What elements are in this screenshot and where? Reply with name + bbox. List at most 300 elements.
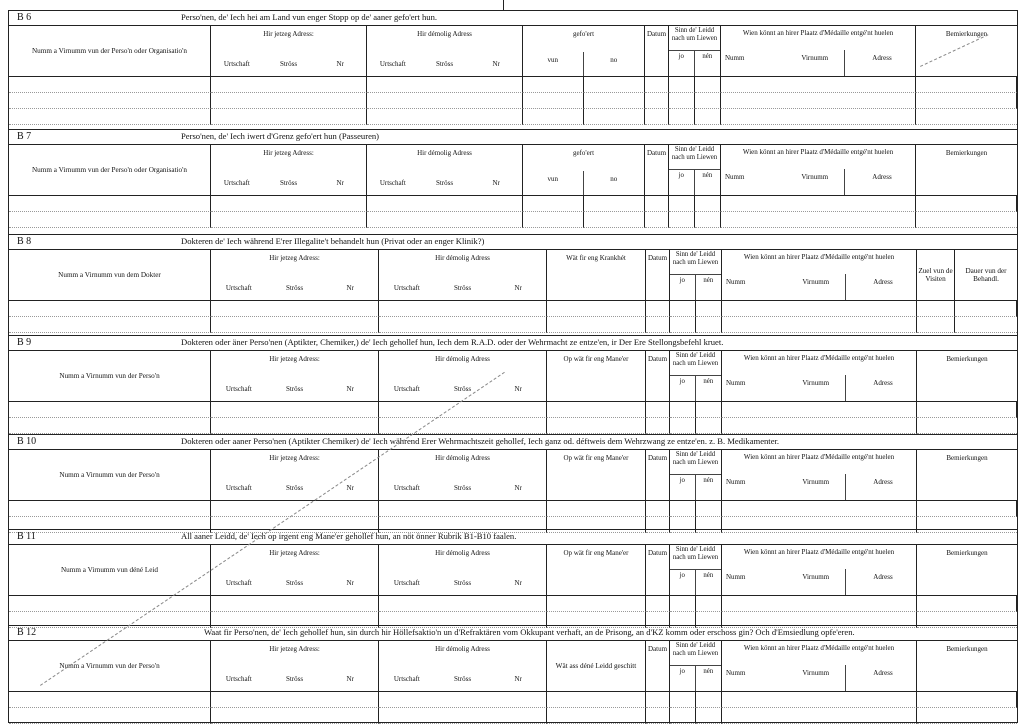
section-code: B 10 [17, 436, 37, 447]
header-label: jo [670, 570, 696, 595]
header-current-address [211, 641, 379, 691]
section-header [9, 11, 1017, 26]
entry-cell[interactable] [695, 212, 721, 228]
header-name [9, 641, 211, 691]
header-label: Hir jetzeg Adress: [269, 454, 320, 462]
entry-cell[interactable] [646, 692, 670, 708]
section-code: B 11 [17, 531, 36, 542]
entry-cell[interactable] [722, 708, 917, 724]
entry-cell[interactable] [670, 418, 696, 434]
entry-cell[interactable] [722, 402, 917, 418]
entry-cell[interactable] [523, 212, 584, 228]
header-label: Ströss [453, 675, 472, 683]
entry-cell[interactable] [211, 708, 379, 724]
column-headers [9, 250, 1017, 301]
header-datum [645, 145, 669, 195]
header-label: Sinn de' Leidd nach um Liewen [671, 146, 718, 161]
header-former-address [379, 545, 547, 595]
header-remarks [916, 26, 1017, 76]
entry-cell[interactable] [523, 93, 584, 109]
header-label: Ströss [285, 579, 304, 587]
header-label: Hir jetzeg Adress: [269, 645, 320, 653]
entry-cell[interactable] [523, 196, 584, 212]
entry-cell[interactable] [670, 692, 696, 708]
header-label: Datum [647, 549, 668, 557]
entry-cell[interactable] [695, 109, 721, 125]
entry-cell[interactable] [670, 317, 696, 333]
header-label: Numm a Virnumm vun déné Leid [60, 566, 159, 574]
entry-cell[interactable] [669, 212, 695, 228]
header-label: Datum [647, 355, 668, 363]
header-label: Datum [647, 645, 668, 653]
section-title: Waat fir Perso'nen, de' Iech gehollef hun, sin durch hir Höllefsaktio'n un d'Refraktären vom Okkupant verhaft, an de Prisong, an d'KZ komm oder erschoss gin? Och d'Emsiedlung opfe'eren. [204, 627, 855, 637]
entry-cell[interactable] [9, 418, 211, 434]
header-label: Hir démolig Adress [417, 30, 472, 38]
entry-cell[interactable] [917, 501, 1017, 517]
header-label: gefo'ert [572, 30, 595, 38]
entry-cell[interactable] [916, 93, 1017, 109]
header-label: Bemierkungen [945, 149, 988, 157]
entry-cell[interactable] [547, 596, 646, 612]
header-label: Numm [726, 278, 746, 286]
header-label: Wien könnt an hirer Plaatz d'Médaille entgé'nt huelen [743, 253, 895, 261]
entry-cell[interactable] [379, 596, 547, 612]
section-header [9, 530, 1017, 545]
header-remarks [916, 145, 1017, 195]
header-current-address [211, 351, 379, 401]
entry-cell[interactable] [646, 501, 670, 517]
header-label: nén [703, 277, 714, 284]
header-label: Hir démolig Adress [435, 645, 490, 653]
entry-cell[interactable] [696, 418, 722, 434]
header-label: Urtschaft [379, 179, 406, 187]
entry-cell[interactable] [379, 418, 547, 434]
header-alive [670, 545, 722, 595]
header-current-address [211, 145, 367, 195]
entry-cell[interactable] [696, 692, 722, 708]
header-label: nén [702, 53, 713, 60]
entry-cell[interactable] [523, 77, 584, 93]
entry-cell[interactable] [584, 77, 645, 93]
entry-cell[interactable] [9, 501, 211, 517]
entry-cell[interactable] [584, 93, 645, 109]
header-label: no [610, 175, 618, 183]
header-label: jo [670, 666, 696, 691]
section-b12 [8, 625, 1018, 723]
header-label: Bemierkungen [945, 30, 988, 38]
entry-cell[interactable] [670, 402, 696, 418]
header-label: Virnumm [781, 169, 845, 195]
entry-cell[interactable] [669, 77, 695, 93]
entry-cell[interactable] [696, 708, 722, 724]
entry-cell[interactable] [379, 301, 547, 317]
section-header [9, 336, 1017, 351]
section-title: Dokteren oder aaner Perso'nen (Aptikter Chemiker) de' Iech während Erer Wehrmachtszeit gehollef, Iech ganz od. déftweis dem Wehrzwang ze entze'en. z. B. Medikamenter. [181, 436, 780, 446]
header-name [9, 351, 211, 401]
entry-cell[interactable] [670, 708, 696, 724]
header-label: Bemierkungen [946, 645, 988, 653]
entry-cell[interactable] [917, 301, 955, 317]
section-header [9, 235, 1017, 250]
header-former-address [367, 145, 523, 195]
header-label: Wien könnt an hirer Plaatz d'Médaille entgé'nt huelen [742, 148, 894, 156]
header-label: Hir démolig Adress [435, 254, 490, 262]
header-label: Hir jetzeg Adress: [263, 30, 314, 38]
entry-rows [9, 77, 1017, 125]
entry-cell[interactable] [670, 301, 696, 317]
entry-cell[interactable] [696, 402, 722, 418]
header-label: gefo'ert [572, 149, 595, 157]
entry-cell[interactable] [211, 93, 367, 109]
header-manner [547, 450, 646, 500]
entry-cell[interactable] [9, 402, 211, 418]
section-b11 [8, 529, 1018, 625]
section-code: B 6 [17, 12, 32, 23]
entry-cell[interactable] [9, 77, 211, 93]
header-label: Urtschaft [223, 60, 250, 68]
entry-cell[interactable] [696, 317, 722, 333]
header-alive [670, 351, 722, 401]
section-header [9, 626, 1017, 641]
header-label: Nr [346, 579, 354, 587]
entry-cell[interactable] [721, 77, 916, 93]
header-label: Adress [872, 54, 892, 62]
entry-cell[interactable] [955, 317, 1017, 333]
header-label: Nr [492, 179, 500, 187]
entry-cell[interactable] [211, 596, 379, 612]
entry-cell[interactable] [9, 93, 211, 109]
header-label: Virnumm [782, 274, 846, 300]
entry-cell[interactable] [584, 212, 645, 228]
header-medaille [722, 545, 917, 595]
entry-cell[interactable] [917, 708, 1017, 724]
header-name [9, 145, 211, 195]
header-label: nén [703, 572, 714, 579]
header-label: nén [703, 477, 714, 484]
header-label: Ströss [279, 60, 298, 68]
header-manner [547, 545, 646, 595]
entry-cell[interactable] [584, 109, 645, 125]
entry-cell[interactable] [916, 109, 1017, 125]
section-b8 [8, 234, 1018, 335]
section-title: Perso'nen, de' Iech hei am Land vun enger Stopp op de' aaner gefo'ert hun. [181, 12, 438, 22]
header-label: Sinn de' Leidd nach um Liewen [672, 451, 719, 466]
header-what-happened [547, 641, 646, 691]
section-header [9, 435, 1017, 450]
header-label: Op wät fir eng Mane'er [563, 549, 629, 557]
section-title: All aaner Leidd, de' Iech op irgent eng Mane'er gehollef hun, an nöt önner Rubrik B1-B10 faalen. [181, 531, 517, 541]
header-label: Nr [336, 60, 344, 68]
entry-cell[interactable] [721, 93, 916, 109]
header-former-address [379, 250, 547, 300]
header-label: Datum [647, 454, 668, 462]
entry-cell[interactable] [379, 692, 547, 708]
header-label: Nr [492, 60, 500, 68]
entry-cell[interactable] [917, 317, 955, 333]
entry-cell[interactable] [367, 93, 523, 109]
header-label: Nr [346, 385, 354, 393]
entry-cell[interactable] [211, 109, 367, 125]
header-label: Adress [873, 278, 893, 286]
header-label: Zuel vun de Visiten [918, 267, 953, 283]
header-label: Bemierkungen [946, 454, 988, 462]
header-former-address [379, 641, 547, 691]
header-label: Sinn de' Leidd nach um Liewen [671, 27, 718, 42]
header-alive [670, 641, 722, 691]
entry-cell[interactable] [367, 109, 523, 125]
entry-rows [9, 196, 1017, 228]
header-label: Nr [514, 675, 522, 683]
entry-cell[interactable] [670, 501, 696, 517]
entry-cell[interactable] [211, 212, 367, 228]
header-label: Urtschaft [225, 484, 252, 492]
header-label: jo [670, 275, 696, 300]
refractory-help-form [8, 10, 1018, 723]
header-manner [547, 351, 646, 401]
header-label: Urtschaft [393, 284, 420, 292]
header-label: Wien könnt an hirer Plaatz d'Médaille entgé'nt huelen [743, 354, 895, 362]
header-label: Numm a Virnumm vun der Perso'n [59, 471, 160, 479]
entry-cell[interactable] [645, 109, 669, 125]
section-b10 [8, 434, 1018, 529]
entry-cell[interactable] [523, 109, 584, 125]
entry-cell[interactable] [9, 301, 211, 317]
entry-cell[interactable] [722, 501, 917, 517]
header-alive [670, 450, 722, 500]
entry-cell[interactable] [646, 317, 670, 333]
entry-cell[interactable] [669, 109, 695, 125]
entry-rows [9, 596, 1017, 628]
header-alive [670, 250, 722, 300]
entry-cell[interactable] [547, 708, 646, 724]
header-label: jo [670, 376, 696, 401]
entry-cell[interactable] [379, 402, 547, 418]
entry-cell[interactable] [379, 317, 547, 333]
header-medaille [722, 450, 917, 500]
header-former-address [379, 450, 547, 500]
section-b9 [8, 335, 1018, 434]
entry-cell[interactable] [721, 109, 916, 125]
header-label: Ströss [435, 179, 454, 187]
entry-cell[interactable] [9, 692, 211, 708]
entry-cell[interactable] [917, 418, 1017, 434]
entry-cell[interactable] [696, 501, 722, 517]
entry-cell[interactable] [722, 301, 917, 317]
header-medaille [721, 145, 916, 195]
header-remarks [917, 351, 1017, 401]
section-title: Dokteren de' Iech während E'rer Illegalite't behandelt hun (Privat oder an enger Klinik?) [181, 236, 485, 246]
header-label: Nr [336, 179, 344, 187]
section-header [9, 130, 1017, 145]
entry-cell[interactable] [695, 196, 721, 212]
entry-cell[interactable] [917, 596, 1017, 612]
header-label: Hir jetzeg Adress: [269, 254, 320, 262]
entry-cell[interactable] [646, 418, 670, 434]
header-label: jo [670, 475, 696, 500]
header-krankheet [547, 250, 646, 300]
entry-cell[interactable] [646, 708, 670, 724]
entry-cell[interactable] [211, 301, 379, 317]
section-code: B 7 [17, 131, 32, 142]
header-label: Wien könnt an hirer Plaatz d'Médaille entgé'nt huelen [743, 644, 895, 652]
section-b7 [8, 129, 1018, 234]
entry-cell[interactable] [722, 317, 917, 333]
entry-cell[interactable] [211, 692, 379, 708]
entry-cell[interactable] [379, 501, 547, 517]
header-label: Adress [873, 478, 893, 486]
header-label: Ströss [285, 385, 304, 393]
column-headers [9, 145, 1017, 196]
entry-cell[interactable] [646, 402, 670, 418]
entry-cell[interactable] [916, 212, 1017, 228]
header-label: Numm a Virnumm vun dem Dokter [58, 271, 161, 279]
header-label: Nr [514, 579, 522, 587]
entry-cell[interactable] [917, 402, 1017, 418]
header-former-address [379, 351, 547, 401]
column-headers [9, 26, 1017, 77]
entry-cell[interactable] [367, 196, 523, 212]
header-datum [646, 450, 670, 500]
column-headers [9, 450, 1017, 501]
header-label: Hir démolig Adress [435, 355, 490, 363]
entry-cell[interactable] [955, 301, 1017, 317]
header-label: Nr [346, 675, 354, 683]
entry-cell[interactable] [722, 692, 917, 708]
header-label: Hir démolig Adress [435, 549, 490, 557]
entry-cell[interactable] [211, 77, 367, 93]
entry-cell[interactable] [9, 317, 211, 333]
entry-cell[interactable] [9, 212, 211, 228]
entry-cell[interactable] [916, 196, 1017, 212]
header-current-address [211, 26, 367, 76]
entry-cell[interactable] [9, 196, 211, 212]
entry-cell[interactable] [547, 402, 646, 418]
entry-rows [9, 301, 1017, 333]
entry-cell[interactable] [645, 212, 669, 228]
header-label: Bemierkungen [946, 355, 988, 363]
entry-cell[interactable] [547, 317, 646, 333]
header-label: nén [703, 378, 714, 385]
entry-cell[interactable] [721, 212, 916, 228]
header-current-address [211, 250, 379, 300]
header-label: Adress [873, 573, 893, 581]
entry-cell[interactable] [211, 418, 379, 434]
header-label: Numm a Virnumm vun der Perso'n oder Organisatio'n [31, 166, 187, 174]
entry-cell[interactable] [917, 692, 1017, 708]
entry-cell[interactable] [211, 317, 379, 333]
entry-cell[interactable] [9, 708, 211, 724]
section-title: Dokteren oder äner Perso'nen (Aptikter, Chemiker,) de' Iech gehollef hun, Iech dem R.A.D. oder der Wehrmacht ze entze'en, ir Der Ere Stellongsbefehl kruet. [181, 337, 724, 347]
header-label: Wät ass déné Leidd geschitt [555, 662, 637, 670]
entry-cell[interactable] [547, 501, 646, 517]
entry-cell[interactable] [670, 596, 696, 612]
column-headers [9, 641, 1017, 692]
entry-cell[interactable] [367, 212, 523, 228]
entry-cell[interactable] [645, 77, 669, 93]
header-label: Nr [514, 385, 522, 393]
header-label: Numm [726, 573, 746, 581]
header-label: Hir jetzeg Adress: [263, 149, 314, 157]
entry-cell[interactable] [695, 77, 721, 93]
header-treatment-duration [955, 250, 1017, 300]
header-gefoert [523, 145, 645, 195]
header-label: Numm a Virnumm vun der Perso'n [59, 662, 160, 670]
header-gefoert [523, 26, 645, 76]
entry-cell[interactable] [646, 596, 670, 612]
header-medaille [722, 641, 917, 691]
header-label: Ströss [285, 284, 304, 292]
entry-cell[interactable] [916, 77, 1017, 93]
entry-cell[interactable] [211, 501, 379, 517]
header-label: Ströss [453, 284, 472, 292]
entry-cell[interactable] [645, 196, 669, 212]
entry-cell[interactable] [721, 196, 916, 212]
header-label: Sinn de' Leidd nach um Liewen [672, 546, 719, 561]
entry-cell[interactable] [211, 402, 379, 418]
entry-cell[interactable] [646, 301, 670, 317]
entry-cell[interactable] [379, 708, 547, 724]
header-label: Hir jetzeg Adress: [269, 355, 320, 363]
header-datum [646, 351, 670, 401]
header-label: Ströss [453, 579, 472, 587]
entry-cell[interactable] [367, 77, 523, 93]
header-label: Urtschaft [393, 484, 420, 492]
entry-cell[interactable] [696, 301, 722, 317]
header-label: Op wät fir eng Mane'er [563, 454, 629, 462]
header-medaille [721, 26, 916, 76]
header-label: Virnumm [782, 375, 846, 401]
header-label: Hir démolig Adress [417, 149, 472, 157]
section-code: B 12 [17, 627, 37, 638]
header-visit-count [917, 250, 955, 300]
header-remarks [917, 450, 1017, 500]
header-label: Numm a Virnumm vun der Perso'n [59, 372, 160, 380]
entry-cell[interactable] [645, 93, 669, 109]
header-name [9, 26, 211, 76]
entry-cell[interactable] [547, 418, 646, 434]
header-label: Bemierkungen [946, 549, 988, 557]
entry-cell[interactable] [669, 196, 695, 212]
entry-cell[interactable] [584, 196, 645, 212]
header-label: Numm [725, 54, 745, 62]
header-label: Datum [646, 149, 667, 157]
entry-cell[interactable] [9, 109, 211, 125]
header-label: Adress [873, 379, 893, 387]
entry-cell[interactable] [547, 301, 646, 317]
header-label: Urtschaft [223, 179, 250, 187]
header-medaille [722, 250, 917, 300]
entry-cell[interactable] [722, 418, 917, 434]
header-label: Virnumm [781, 50, 845, 76]
column-headers [9, 545, 1017, 596]
header-label: Adress [873, 669, 893, 677]
header-label: jo [669, 51, 695, 76]
entry-cell[interactable] [696, 596, 722, 612]
entry-cell[interactable] [695, 93, 721, 109]
entry-cell[interactable] [9, 596, 211, 612]
entry-cell[interactable] [722, 596, 917, 612]
header-label: Numm [726, 478, 746, 486]
entry-cell[interactable] [669, 93, 695, 109]
header-label: Urtschaft [393, 579, 420, 587]
entry-cell[interactable] [547, 692, 646, 708]
header-label: Numm [725, 173, 745, 181]
header-datum [646, 545, 670, 595]
entry-cell[interactable] [211, 196, 367, 212]
header-label: Numm [726, 669, 746, 677]
header-former-address [367, 26, 523, 76]
header-name [9, 545, 211, 595]
